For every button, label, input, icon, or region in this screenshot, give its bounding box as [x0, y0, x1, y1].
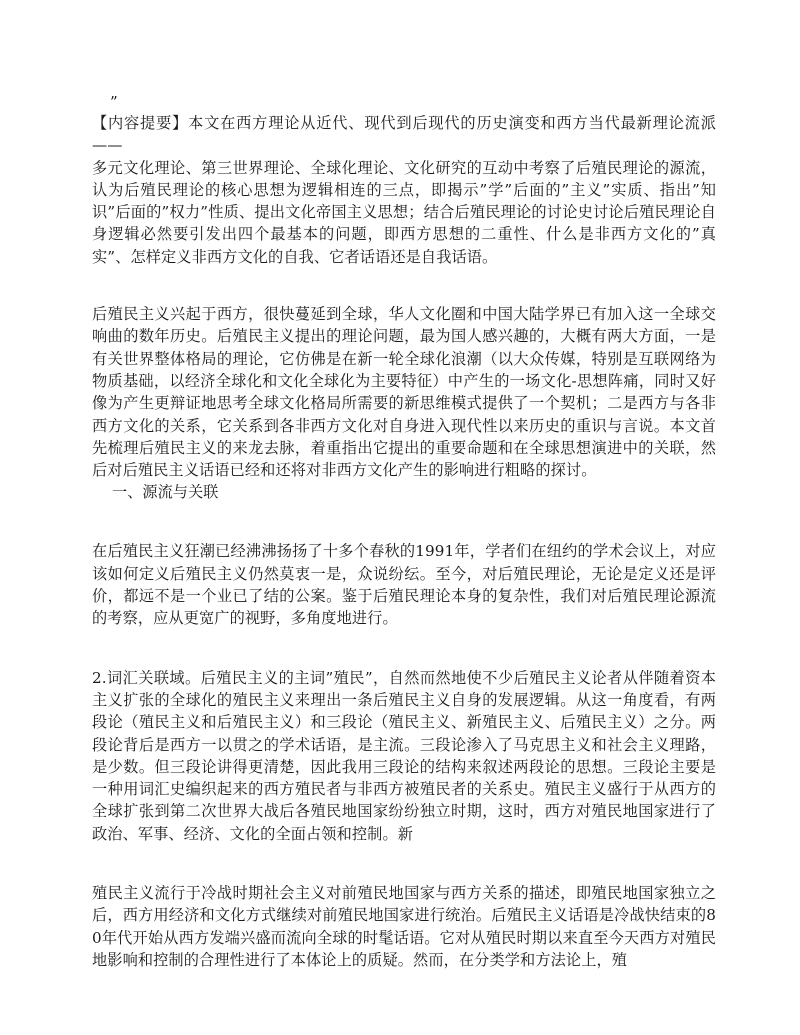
abstract-heading-line: 【内容提要】本文在西方理论从近代、现代到后现代的历史演变和西方当代最新理论流派—— [92, 114, 716, 155]
intro-paragraph: 后殖民主义兴起于西方，很快蔓延到全球，华人文化圈和中国大陆学界已有加入这一全球交响曲的数年历史。后殖民主义提出的理论问题，最为国人感兴趣的，大概有两大方面，一是有关世界整体格局的理论，它仿佛是在新一轮全球化浪潮（以大众传媒，特别是互联网络为物质基础，以经济全球化和文化全球化为主要特征）中产生的一场文化-思想阵痛，同时又好像为产生更辩证地思考全球文化格局所需要的新思维模式提供了一个契机；二是西方与各非西方文化的关系，它关系到各非西方文化对自身进入现代性以来历史的重识与言说。本文首先梳理后殖民主义的来龙去脉，着重指出它提出的重要命题和在全球思想演进中的关联，然后对后殖民主义话语已经和还将对非西方文化产生的影响进行粗略的探讨。 [92, 305, 716, 480]
document-page [92, 92, 716, 971]
abstract-paragraph: 多元文化理论、第三世界理论、全球化理论、文化研究的互动中考察了后殖民理论的源流，认为后殖民理论的核心思想为逻辑相连的三点，即揭示”学”后面的”主义”实质、指出”知识”后面的”权力”性质、提出文化帝国主义思想；结合后殖民理论的讨论史讨论后殖民理论自身逻辑必然要引发出四个最基本的问题，即西方思想的二重性、什么是非西方文化的”真实”、怎样定义非西方文化的自我、它者话语还是自我话语。 [92, 158, 716, 266]
quote-mark: ” [110, 93, 118, 111]
section-heading: 一、源流与关联 [112, 483, 219, 502]
vocabulary-paragraph: 2.词汇关联域。后殖民主义的主词”殖民”，自然而然地使不少后殖民主义论者从伴随着资本主义扩张的全球化的殖民主义来理出一条后殖民主义自身的发展逻辑。从这一角度看，有两段论（殖民主义和后殖民主义）和三段论（殖民主义、新殖民主义、后殖民主义）之分。两段论背后是西方一以贯之的学术话语，是主流。三段论渗入了马克思主义和社会主义理路，是少数。但三段论讲得更清楚，因此我用三段论的结构来叙述两段论的思想。三段论主要是一种用词汇史编织起来的西方殖民者与非西方被殖民者的关系史。殖民主义盛行于从西方的全球扩张到第二次世界大战后各殖民地国家纷纷独立时期，这时，西方对殖民地国家进行了政治、军事、经济、文化的全面占领和控制。新 [92, 668, 716, 843]
neocolonial-paragraph: 殖民主义流行于冷战时期社会主义对前殖民地国家与西方关系的描述，即殖民地国家独立之后，西方用经济和文化方式继续对前殖民地国家进行统治。后殖民主义话语是冷战快结束的80年代开始从西方发端兴盛而流向全球的时髦话语。它对从殖民时期以来直至今天西方对殖民地影响和控制的合理性进行了本体论上的质疑。然而，在分类学和方法论上，殖 [92, 884, 716, 969]
origin-paragraph: 在后殖民主义狂潮已经沸沸扬扬了十多个春秋的1991年，学者们在纽约的学术会议上，对应该如何定义后殖民主义仍然莫衷一是，众说纷纭。至今，对后殖民理论，无论是定义还是评价，都远不是一个业已了结的公案。鉴于后殖民理论本身的复杂性，我们对后殖民理论源流的考察，应从更宽广的视野，多角度地进行。 [92, 542, 716, 628]
